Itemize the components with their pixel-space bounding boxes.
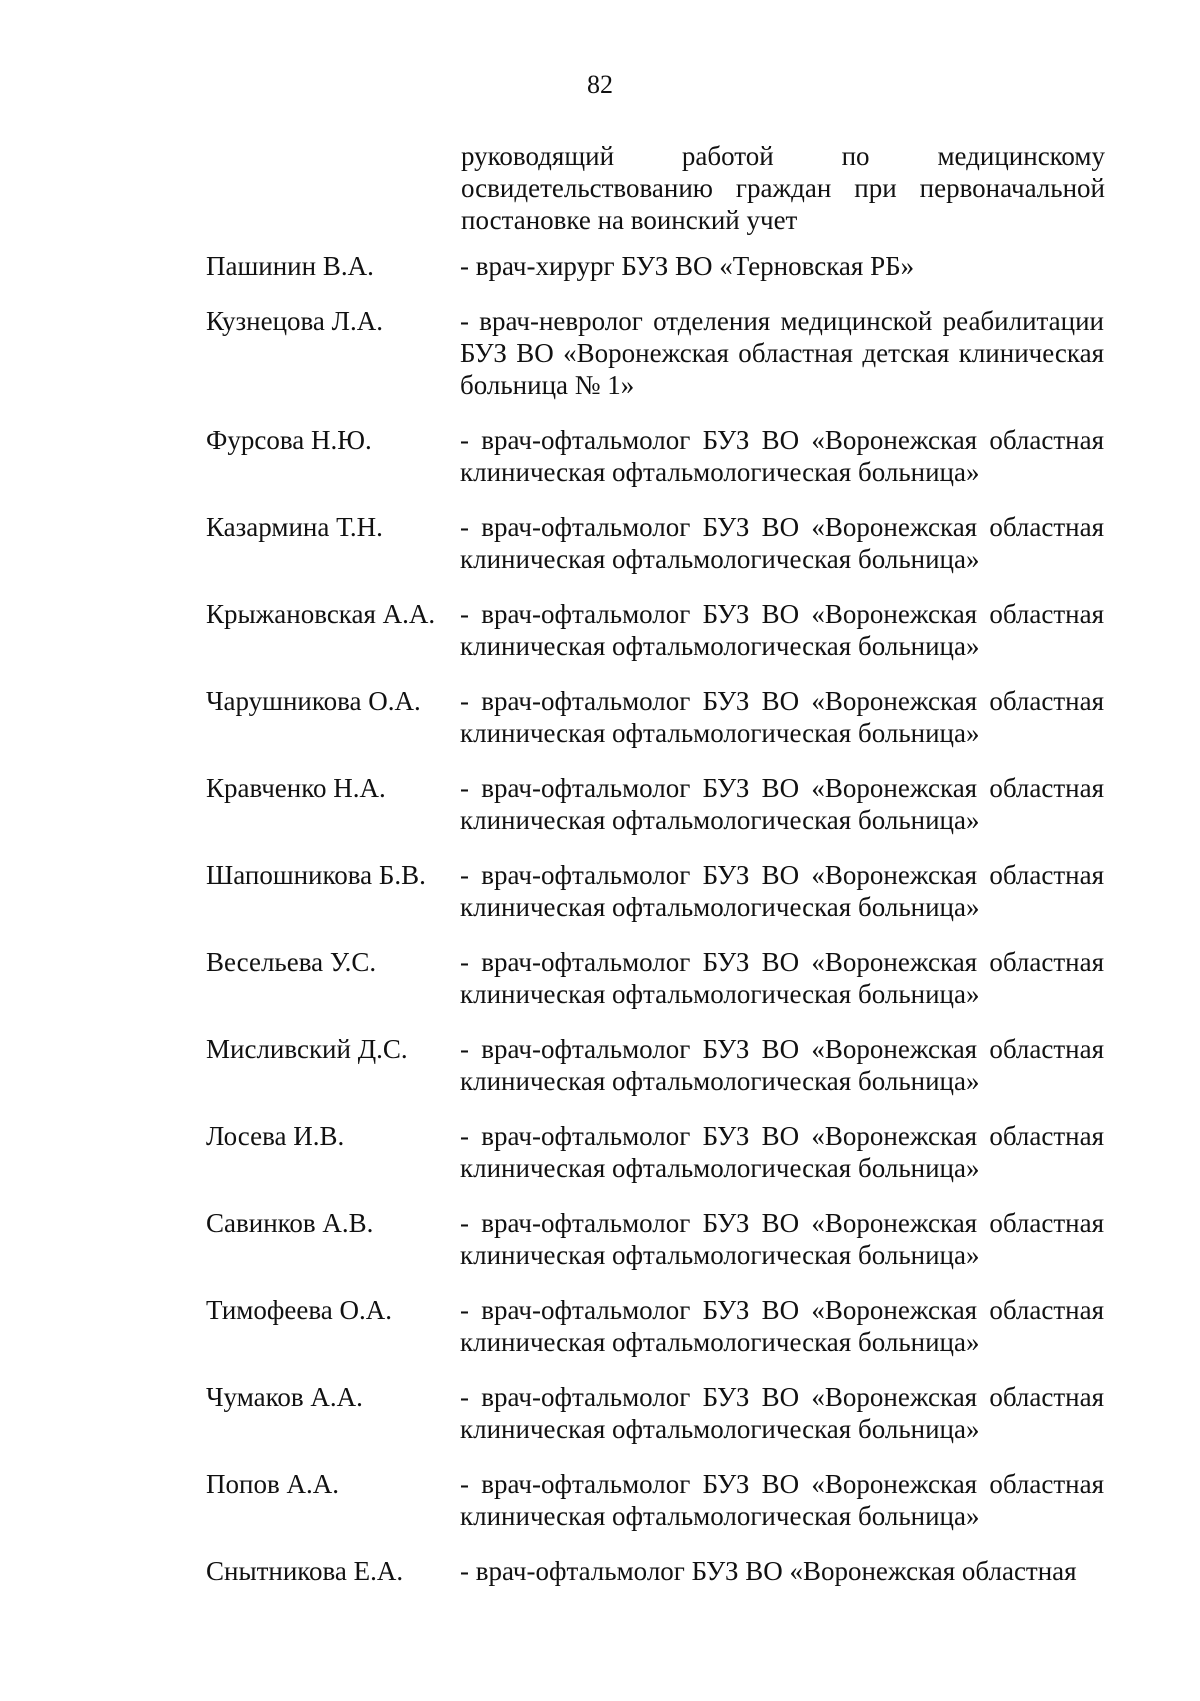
person-position: - врач-офтальмолог БУЗ ВО «Воронежская областная клиническая офтальмологическая больница» bbox=[460, 686, 1104, 748]
list-item bbox=[0, 1033, 1200, 1097]
list-item bbox=[0, 772, 1200, 836]
person-position: - врач-офтальмолог БУЗ ВО «Воронежская областная клиническая офтальмологическая больница» bbox=[460, 947, 1104, 1009]
person-position: - врач-офтальмолог БУЗ ВО «Воронежская областная клиническая офтальмологическая больница» bbox=[460, 1469, 1104, 1531]
list-item bbox=[0, 859, 1200, 923]
person-position: - врач-офтальмолог БУЗ ВО «Воронежская областная клиническая офтальмологическая больница» bbox=[460, 773, 1104, 835]
list-item bbox=[0, 1381, 1200, 1445]
person-position: - врач-офтальмолог БУЗ ВО «Воронежская областная bbox=[460, 1556, 1077, 1586]
page-number: 82 bbox=[587, 70, 613, 99]
list-item bbox=[0, 305, 1200, 401]
list-item bbox=[0, 598, 1200, 662]
person-position: - врач-невролог отделения медицинской реабилитации БУЗ ВО «Воронежская областная детская клиническая больница № 1» bbox=[460, 306, 1104, 400]
person-name: Крыжановская А.А. bbox=[206, 599, 436, 629]
person-name: Казармина Т.Н. bbox=[206, 512, 383, 542]
person-position: - врач-офтальмолог БУЗ ВО «Воронежская областная клиническая офтальмологическая больница» bbox=[460, 860, 1104, 922]
person-name: Чарушникова О.А. bbox=[206, 686, 421, 716]
person-name: Шапошникова Б.В. bbox=[206, 860, 426, 890]
list-item bbox=[0, 1207, 1200, 1271]
person-name: Мисливский Д.С. bbox=[206, 1034, 408, 1064]
person-position: - врач-офтальмолог БУЗ ВО «Воронежская областная клиническая офтальмологическая больница» bbox=[460, 1382, 1104, 1444]
list-item bbox=[0, 1468, 1200, 1532]
personnel-list bbox=[0, 250, 1200, 1610]
list-item bbox=[0, 946, 1200, 1010]
list-item bbox=[0, 1120, 1200, 1184]
person-name: Фурсова Н.Ю. bbox=[206, 425, 372, 455]
list-item bbox=[0, 250, 1200, 282]
person-name: Снытникова Е.А. bbox=[206, 1556, 404, 1586]
person-name: Пашинин В.А. bbox=[206, 251, 374, 281]
person-position: - врач-офтальмолог БУЗ ВО «Воронежская областная клиническая офтальмологическая больница» bbox=[460, 1034, 1104, 1096]
person-name: Тимофеева О.А. bbox=[206, 1295, 392, 1325]
person-position: - врач-офтальмолог БУЗ ВО «Воронежская областная клиническая офтальмологическая больница» bbox=[460, 1121, 1104, 1183]
person-position: - врач-офтальмолог БУЗ ВО «Воронежская областная клиническая офтальмологическая больница» bbox=[460, 1208, 1104, 1270]
person-position: - врач-офтальмолог БУЗ ВО «Воронежская областная клиническая офтальмологическая больница» bbox=[460, 425, 1104, 487]
person-position: - врач-офтальмолог БУЗ ВО «Воронежская областная клиническая офтальмологическая больница» bbox=[460, 512, 1104, 574]
list-item bbox=[0, 1555, 1200, 1587]
person-name: Кравченко Н.А. bbox=[206, 773, 386, 803]
person-name: Лосева И.В. bbox=[206, 1121, 345, 1151]
person-position: - врач-хирург БУЗ ВО «Терновская РБ» bbox=[460, 251, 915, 281]
list-item bbox=[0, 511, 1200, 575]
list-item bbox=[0, 424, 1200, 488]
list-item bbox=[0, 1294, 1200, 1358]
person-position: - врач-офтальмолог БУЗ ВО «Воронежская областная клиническая офтальмологическая больница» bbox=[460, 599, 1104, 661]
person-position: - врач-офтальмолог БУЗ ВО «Воронежская областная клиническая офтальмологическая больница» bbox=[460, 1295, 1104, 1357]
list-item bbox=[0, 685, 1200, 749]
intro-text: руководящий работой по медицинскому освидетельствованию граждан при первоначальной постановке на воинский учет bbox=[461, 141, 1105, 235]
person-name: Весельева У.С. bbox=[206, 947, 377, 977]
person-name: Чумаков А.А. bbox=[206, 1382, 363, 1412]
person-name: Попов А.А. bbox=[206, 1469, 339, 1499]
person-name: Савинков А.В. bbox=[206, 1208, 374, 1238]
person-name: Кузнецова Л.А. bbox=[206, 306, 383, 336]
